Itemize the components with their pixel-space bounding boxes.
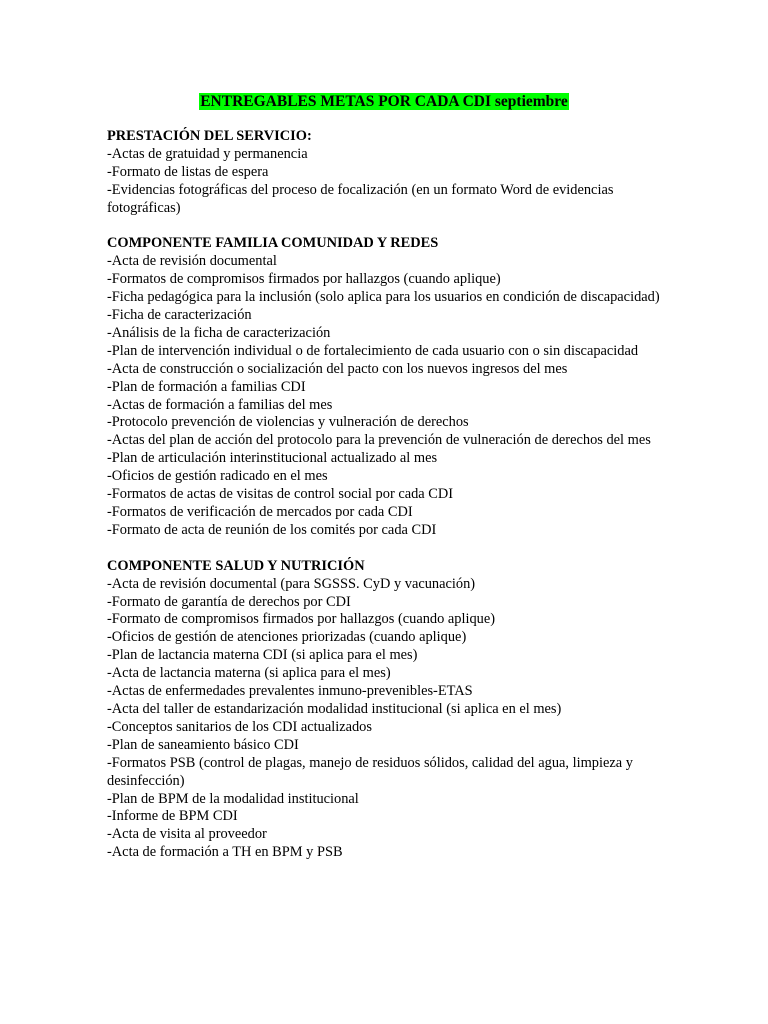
list-item: -Acta de construcción o socialización del pacto con los nuevos ingresos del mes [107,360,568,377]
section-item-list [107,146,667,218]
list-item: -Actas de formación a familias del mes [107,396,333,413]
list-item: -Análisis de la ficha de caracterización [107,324,331,341]
list-item: -Plan de lactancia materna CDI (si aplica para el mes) [107,647,418,664]
document-body [107,128,667,880]
section-heading: COMPONENTE SALUD Y NUTRICIÓN [107,557,365,574]
list-item: -Formato de compromisos firmados por hallazgos (cuando aplique) [107,611,496,628]
section-prestacion-del-servicio [107,128,667,218]
list-item: -Plan de formación a familias CDI [107,378,306,395]
list-item: -Formatos de verificación de mercados por cada CDI [107,504,413,521]
list-item: -Informe de BPM CDI [107,808,238,825]
list-item: -Protocolo prevención de violencias y vulneración de derechos [107,414,469,431]
list-item: -Actas de enfermedades prevalentes inmuno-prevenibles-ETAS [107,683,473,700]
list-item: -Acta de revisión documental (para SGSSS. CyD y vacunación) [107,575,476,592]
list-item: -Formato de garantía de derechos por CDI [107,593,351,610]
list-item: -Conceptos sanitarios de los CDI actualizados [107,718,372,735]
document-title-text: ENTREGABLES METAS POR CADA CDI septiembre [200,93,568,110]
list-item: -Formatos de compromisos firmados por hallazgos (cuando aplique) [107,271,501,288]
section-salud-y-nutricion [107,558,667,862]
list-item: -Ficha pedagógica para la inclusión (solo aplica para los usuarios en condición de discapacidad) [107,289,660,306]
list-item: -Acta de lactancia materna (si aplica para el mes) [107,665,391,682]
list-item: -Acta de formación a TH en BPM y PSB [107,844,343,861]
list-item: -Plan de saneamiento básico CDI [107,736,299,753]
section-item-list [107,576,667,863]
list-item: -Formatos PSB (control de plagas, manejo de residuos sólidos, calidad del agua, limpieza y desinfección) [107,754,633,789]
list-item: -Plan de intervención individual o de fortalecimiento de cada usuario con o sin discapacidad [107,342,639,359]
list-item: -Evidencias fotográficas del proceso de focalización (en un formato Word de evidencias fotográficas) [107,181,614,216]
section-familia-comunidad-redes [107,235,667,539]
section-heading: COMPONENTE FAMILIA COMUNIDAD Y REDES [107,235,439,252]
document-title [0,92,768,112]
list-item: -Plan de articulación interinstitucional actualizado al mes [107,450,438,467]
list-item: -Formato de acta de reunión de los comités por cada CDI [107,521,437,538]
list-item: -Formatos de actas de visitas de control social por cada CDI [107,486,454,503]
list-item: -Oficios de gestión de atenciones priorizadas (cuando aplique) [107,629,467,646]
section-heading: PRESTACIÓN DEL SERVICIO: [107,128,312,144]
list-item: -Acta de visita al proveedor [107,826,267,843]
list-item: -Actas de gratuidad y permanencia [107,145,308,162]
list-item: -Acta del taller de estandarización modalidad institucional (si aplica en el mes) [107,700,562,717]
list-item: -Oficios de gestión radicado en el mes [107,468,328,485]
list-item: -Acta de revisión documental [107,253,277,270]
list-item: -Ficha de caracterización [107,307,252,324]
list-item: -Actas del plan de acción del protocolo para la prevención de vulneración de derechos del mes [107,432,651,449]
section-item-list [107,253,667,540]
list-item: -Formato de listas de espera [107,163,269,180]
list-item: -Plan de BPM de la modalidad institucional [107,790,359,807]
